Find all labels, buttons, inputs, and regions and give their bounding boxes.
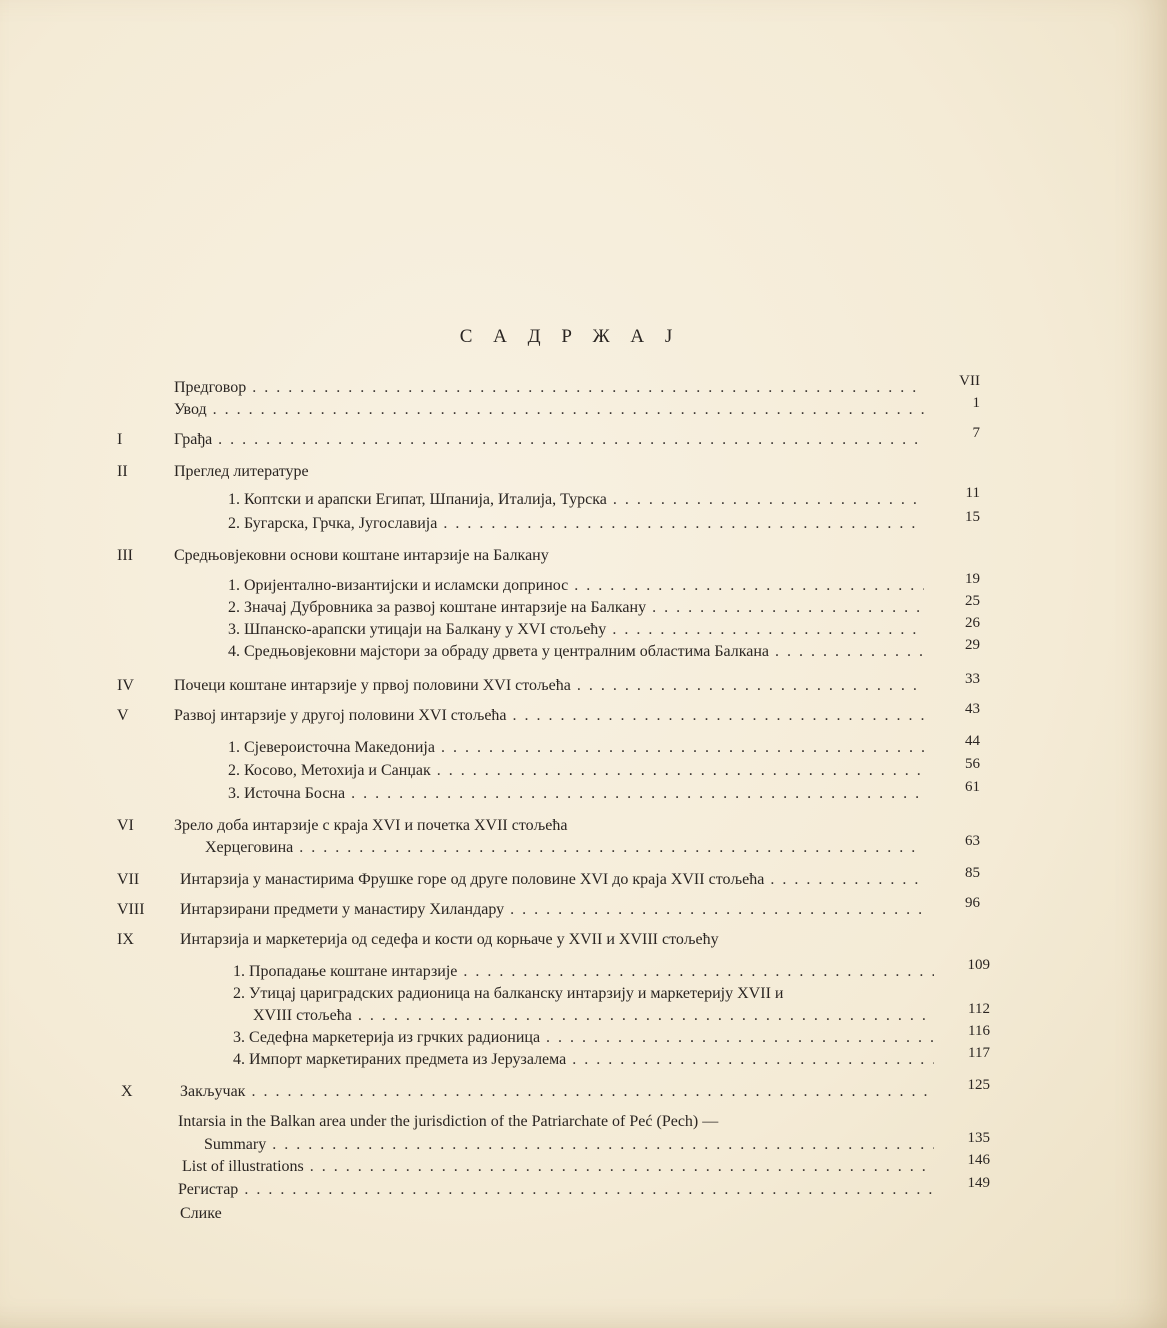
toc-entry-summary-a bbox=[0, 1110, 990, 1134]
toc-entry-text: Summary bbox=[204, 1136, 267, 1153]
toc-entry-text: List of illustrations bbox=[182, 1158, 304, 1175]
toc-page-number: 29 bbox=[965, 637, 980, 653]
toc-entry-chapter-3 bbox=[0, 544, 980, 568]
toc-page-number: 56 bbox=[965, 756, 980, 772]
chapter-number: IX bbox=[117, 931, 134, 948]
leader-dots bbox=[441, 736, 924, 760]
toc-entry-text: Развој интарзије у другој половини XVI стољећа bbox=[174, 707, 507, 724]
toc-entry-text: 4. Импорт маркетираних предмета из Јерузалема bbox=[233, 1051, 567, 1068]
toc-entry-text: 1. Пропадање коштане интарзије bbox=[233, 963, 458, 980]
toc-entry-5-2 bbox=[0, 756, 980, 783]
chapter-number: III bbox=[117, 547, 133, 564]
toc-entry-text: XVIII стољећа bbox=[253, 1007, 352, 1024]
toc-entry-chapter-4 bbox=[0, 671, 980, 698]
toc-entry-text: 3. Источна Босна bbox=[228, 785, 346, 802]
toc-entry-chapter-6 bbox=[0, 814, 980, 838]
chapter-number: V bbox=[117, 707, 129, 724]
toc-entry-9-2b bbox=[0, 1001, 990, 1028]
toc-entry-text: 1. Коптски и арапски Египат, Шпанија, Италија, Турска bbox=[228, 491, 607, 508]
toc-page-number: 146 bbox=[967, 1152, 990, 1168]
toc-entry-illustrations bbox=[0, 1152, 990, 1179]
toc-entry-chapter-10 bbox=[0, 1077, 990, 1104]
toc-entry-9-4 bbox=[0, 1045, 990, 1072]
toc-page-number: VII bbox=[959, 373, 980, 389]
toc-entry-text: Увод bbox=[174, 401, 207, 418]
toc-entry-text: Интарзија и маркетерија од седефа и кости од корњаче у XVII и XVIII стољећу bbox=[180, 931, 719, 948]
chapter-number: VII bbox=[117, 871, 140, 888]
toc-entry-3-4 bbox=[0, 637, 980, 664]
chapter-number: I bbox=[117, 431, 123, 448]
leader-dots bbox=[251, 1080, 934, 1104]
toc-page-number: 63 bbox=[965, 833, 980, 849]
leader-dots bbox=[443, 512, 924, 536]
toc-page-number: 96 bbox=[965, 895, 980, 911]
toc-page-number: 125 bbox=[967, 1077, 990, 1093]
toc-entry-images bbox=[0, 1202, 990, 1226]
toc-entry-text: Почеци коштане интарзије у првој половини XVI стољећа bbox=[174, 677, 571, 694]
chapter-number: VIII bbox=[117, 901, 145, 918]
toc-page-number: 117 bbox=[968, 1045, 990, 1061]
toc-entry-text: Средњовјековни основи коштане интарзије на Балкану bbox=[174, 547, 549, 564]
toc-page-number: 85 bbox=[965, 865, 980, 881]
toc-entry-introduction bbox=[0, 395, 980, 422]
leader-dots bbox=[572, 1048, 934, 1072]
toc-entry-text: Интарзија у манастирима Фрушке горе од друге половине XVI до краја XVII стољећа bbox=[180, 871, 765, 888]
toc-entry-text: Intarsia in the Balkan area under the jurisdiction of the Patriarchate of Peć (Pech) — bbox=[178, 1113, 719, 1130]
toc-entry-2-1 bbox=[0, 485, 980, 512]
toc-entry-text: Интарзирани предмети у манастиру Хиландару bbox=[180, 901, 505, 918]
toc-entry-text: Преглед литературе bbox=[174, 463, 309, 480]
toc-entry-text: 3. Шпанско-арапски утицаји на Балкану у XVI стољећу bbox=[228, 621, 607, 638]
toc-entry-chapter-2 bbox=[0, 460, 980, 484]
leader-dots bbox=[613, 488, 924, 512]
leader-dots bbox=[612, 618, 924, 642]
toc-page-number: 19 bbox=[965, 571, 980, 587]
leader-dots bbox=[252, 376, 924, 400]
chapter-number: VI bbox=[117, 817, 134, 834]
toc-entry-9-3 bbox=[0, 1023, 990, 1050]
toc-entry-9-1 bbox=[0, 957, 990, 984]
toc-entry-2-2 bbox=[0, 509, 980, 536]
leader-dots bbox=[299, 836, 924, 860]
toc-page-number: 11 bbox=[965, 485, 980, 501]
toc-entry-text: 2. Утицај цариградских радионица на балканску интарзију и маркетерију XVII и bbox=[233, 985, 784, 1002]
toc-page-number: 116 bbox=[968, 1023, 990, 1039]
toc-page-number: 61 bbox=[965, 779, 980, 795]
toc-entry-text: Грађа bbox=[174, 431, 213, 448]
toc-entry-text: Предговор bbox=[174, 379, 247, 396]
leader-dots bbox=[218, 428, 924, 452]
toc-entry-text: 3. Седефна маркетерија из грчких радионица bbox=[233, 1029, 541, 1046]
toc-entry-register bbox=[0, 1175, 990, 1202]
toc-page-number: 149 bbox=[967, 1175, 990, 1191]
toc-page-number: 44 bbox=[965, 733, 980, 749]
leader-dots bbox=[310, 1155, 934, 1179]
toc-entry-9-2a bbox=[0, 982, 990, 1006]
toc-entry-5-1 bbox=[0, 733, 980, 760]
leader-dots bbox=[513, 704, 924, 728]
leader-dots bbox=[358, 1004, 934, 1028]
toc-entry-text: Зрело доба интарзије с краја XVI и почетка XVII стољећа bbox=[174, 817, 568, 834]
leader-dots bbox=[775, 640, 924, 664]
toc-page-number: 135 bbox=[967, 1130, 990, 1146]
toc-entry-chapter-5 bbox=[0, 701, 980, 728]
toc-entry-text: Херцеговина bbox=[205, 839, 294, 856]
chapter-number: X bbox=[121, 1083, 133, 1100]
toc-entry-chapter-9 bbox=[0, 928, 980, 952]
chapter-number: II bbox=[117, 463, 128, 480]
toc-entry-text: Регистар bbox=[178, 1181, 239, 1198]
toc-page-number: 1 bbox=[972, 395, 980, 411]
leader-dots bbox=[272, 1133, 934, 1157]
toc-entry-chapter-7 bbox=[0, 865, 980, 892]
leader-dots bbox=[351, 782, 924, 806]
leader-dots bbox=[652, 596, 924, 620]
leader-dots bbox=[574, 574, 924, 598]
leader-dots bbox=[577, 674, 924, 698]
leader-dots bbox=[244, 1178, 934, 1202]
toc-entry-text: 4. Средњовјековни мајстори за обраду дрвета у централним областима Балкана bbox=[228, 643, 770, 660]
toc-entry-chapter-1 bbox=[0, 425, 980, 452]
toc-page-number: 33 bbox=[965, 671, 980, 687]
toc-entry-text: 1. Сјевероисточна Македонија bbox=[228, 739, 435, 756]
toc-entry-6-1 bbox=[0, 833, 980, 860]
toc-page-number: 26 bbox=[965, 615, 980, 631]
toc-page-number: 15 bbox=[965, 509, 980, 525]
toc-entry-3-3 bbox=[0, 615, 980, 642]
toc-entry-text: 2. Значај Дубровника за развој коштане интарзије на Балкану bbox=[228, 599, 647, 616]
toc-entry-3-2 bbox=[0, 593, 980, 620]
toc-page-number: 7 bbox=[972, 425, 980, 441]
toc-entry-text: 2. Косово, Метохија и Санџак bbox=[228, 762, 431, 779]
leader-dots bbox=[770, 868, 924, 892]
toc-entry-text: Закључак bbox=[180, 1083, 246, 1100]
toc-entry-5-3 bbox=[0, 779, 980, 806]
toc-heading: С А Д Р Ж А Ј bbox=[459, 326, 681, 347]
leader-dots bbox=[437, 759, 924, 783]
leader-dots bbox=[213, 398, 924, 422]
leader-dots bbox=[510, 898, 924, 922]
leader-dots bbox=[546, 1026, 934, 1050]
toc-page-number: 112 bbox=[968, 1001, 990, 1017]
toc-entry-text: 2. Бугарска, Грчка, Југославија bbox=[228, 515, 438, 532]
toc-page-number: 43 bbox=[965, 701, 980, 717]
toc-entry-chapter-8 bbox=[0, 895, 980, 922]
toc-entry-3-1 bbox=[0, 571, 980, 598]
leader-dots bbox=[463, 960, 934, 984]
chapter-number: IV bbox=[117, 677, 134, 694]
toc-page-number: 25 bbox=[965, 593, 980, 609]
toc-entry-text: Слике bbox=[180, 1205, 222, 1222]
toc-entry-preface bbox=[0, 373, 980, 400]
toc-entry-text: 1. Оријентално-византијски и исламски допринос bbox=[228, 577, 569, 594]
toc-page-number: 109 bbox=[967, 957, 990, 973]
toc-entry-summary-b bbox=[0, 1130, 990, 1157]
